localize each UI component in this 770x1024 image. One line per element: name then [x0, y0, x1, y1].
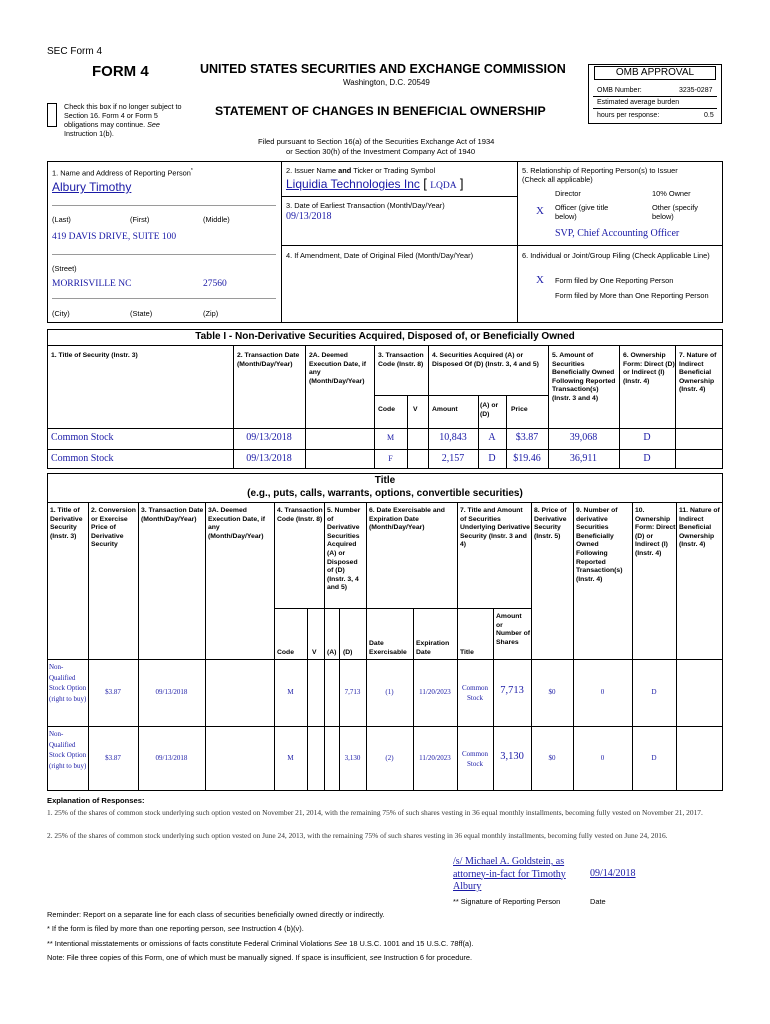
t2-col-exercisable: 6. Date Exercisable and Expiration Date (Month/Day/Year) [369, 507, 445, 532]
t2-sub-code: Code [277, 649, 294, 656]
earliest-transaction-date: 09/13/2018 [286, 211, 332, 222]
t2-form: D [651, 754, 657, 762]
t1-sub-code: Code [378, 406, 395, 413]
t2-col-owned: 9. Number of derivative Securities Beneficially Owned Following Reported Transaction(s) (Instr. 4) [576, 507, 623, 583]
t2-sub-v: V [312, 649, 317, 656]
t1-price: $3.87 [515, 432, 539, 443]
t2-sub-amount-shares: Amount or Number of Shares [496, 613, 530, 646]
filed-pursuant-line2: or Section 30(h) of the Investment Company Act of 1940 [286, 147, 476, 156]
t2-form: D [651, 688, 657, 696]
agency-title: UNITED STATES SECURITIES AND EXCHANGE COMMISSION [200, 62, 566, 76]
t1-transaction-date: 09/13/2018 [246, 432, 292, 443]
reporting-city: MORRISVILLE NC [52, 279, 132, 289]
t2-col-code: 4. Transaction Code (Instr. 8) [277, 507, 323, 523]
t2-disposed: 3,130 [344, 754, 361, 762]
t1-col-acquired: 4. Securities Acquired (A) or Disposed Of (D) (Instr. 3, 4 and 5) [432, 352, 539, 368]
t1-sub-a-or-d: (A) or (D) [480, 402, 499, 418]
t2-underlying-shares: 7,713 [500, 685, 524, 696]
t1-transaction-date: 09/13/2018 [246, 453, 292, 464]
t1-price: $19.46 [513, 453, 541, 464]
issuer-name[interactable]: Liquidia Technologies Inc [286, 177, 420, 191]
t2-transaction-date: 09/13/2018 [155, 754, 188, 762]
footer-note-3: Note: File three copies of this Form, one of which must be manually signed. If space is insufficient, see Instruction 6 for procedure. [47, 953, 473, 962]
issuer-label: 2. Issuer Name and Ticker or Trading Symbol [286, 166, 436, 175]
t1-col-nature: 7. Nature of Indirect Beneficial Ownership (Instr. 4) [679, 352, 717, 394]
amendment-label: 4. If Amendment, Date of Original Filed (Month/Day/Year) [286, 251, 474, 260]
t1-col-ownership-form: 6. Ownership Form: Direct (D) or Indirect (I) (Instr. 4) [623, 352, 675, 385]
t2-derivative-price: $0 [548, 754, 556, 762]
t2-owned: 0 [600, 688, 605, 696]
issuer-ticker: LQDA [430, 181, 457, 191]
t1-a-or-d: D [488, 453, 496, 464]
t1-col-code: 3. Transaction Code (Instr. 8) [378, 352, 424, 368]
t2-col-title: 1. Title of Derivative Security (Instr. 3) [50, 507, 83, 540]
t1-security-title: Common Stock [51, 432, 114, 443]
t2-col-underlying: 7. Title and Amount of Securities Underlying Derivative Security (Instr. 3 and 4) [460, 507, 530, 549]
footer-note-1: * If the form is filed by more than one reporting person, see Instruction 4 (b)(v). [47, 924, 304, 933]
t2-col-price: 8. Price of Derivative Security (Instr. 5) [534, 507, 567, 540]
explanation-title: Explanation of Responses: [47, 796, 145, 805]
reporting-person-name[interactable]: Albury Timothy [52, 180, 132, 194]
t1-code: F [388, 454, 393, 463]
explanation-note-2: 2. 25% of the shares of common stock underlying such option vested on June 24, 2013, with the remaining 75% of such shares vesting in 36 equal monthly installments, becoming fully vested on June 24, 2016. [47, 831, 668, 840]
one-person-option[interactable]: Form filed by One Reporting Person [555, 276, 674, 285]
t2-underlying-shares: 3,130 [500, 751, 524, 762]
filed-pursuant-line1: Filed pursuant to Section 16(a) of the Securities Exchange Act of 1934 [258, 137, 495, 146]
t2-col-ownership-form: 10. Ownership Form: Direct (D) or Indirect (I) (Instr. 4) [635, 507, 676, 557]
t2-owned: 0 [600, 754, 605, 762]
t2-exercisable-note: (2) [385, 754, 394, 762]
t2-code: M [287, 754, 294, 762]
omb-hours-label: hours per response: [597, 112, 660, 119]
t2-conversion-price: $3.87 [105, 754, 121, 762]
reporting-address: 419 DAVIS DRIVE, SUITE 100 [52, 232, 177, 242]
t2-underlying-title: Common Stock [461, 684, 489, 702]
t2-disposed: 7,713 [344, 688, 361, 696]
t2-transaction-date: 09/13/2018 [155, 688, 188, 696]
ten-percent-owner-option[interactable]: 10% Owner [652, 189, 691, 198]
t2-conversion-price: $3.87 [105, 688, 121, 696]
omb-number-value: 3235-0287 [679, 87, 713, 94]
t2-sub-title: Title [460, 649, 474, 656]
t2-derivative-price: $0 [548, 688, 556, 696]
t1-security-title: Common Stock [51, 453, 114, 464]
officer-title: SVP, Chief Accounting Officer [555, 228, 680, 239]
t1-amount: 2,157 [441, 453, 465, 464]
t2-sub-expiration: Expiration Date [416, 640, 450, 656]
t2-col-conversion: 2. Conversion or Exercise Price of Derivative Security [91, 507, 136, 549]
footer-note-2: ** Intentional misstatements or omissions of facts constitute Federal Criminal Violations See 18 U.S.C. 1001 and 15 U.S.C. 78ff(a). [47, 939, 474, 948]
signature-date-label: Date [590, 897, 606, 906]
officer-option[interactable]: Officer (give title below) [555, 203, 609, 221]
t2-code: M [287, 688, 294, 696]
one-person-check-mark[interactable]: X [536, 274, 544, 286]
t2-underlying-title: Common Stock [461, 750, 489, 768]
table2-title: Title [374, 475, 396, 486]
omb-number-label: OMB Number: [597, 87, 642, 94]
first-name-label: (First) [130, 215, 150, 224]
t2-sub-d: (D) [343, 649, 353, 656]
signature-text: /s/ Michael A. Goldstein, as attorney-in-fact for Timothy Albury [453, 856, 566, 892]
table2-subtitle: (e.g., puts, calls, warrants, options, convertible securities) [247, 488, 523, 499]
state-label: (State) [130, 309, 153, 318]
t2-expiration-date: 11/20/2023 [419, 754, 451, 762]
multiple-persons-option[interactable]: Form filed by More than One Reporting Person [555, 291, 709, 300]
signature-label: ** Signature of Reporting Person [453, 897, 561, 906]
street-label: (Street) [52, 264, 77, 273]
t1-owned: 36,911 [569, 453, 598, 464]
t1-col-date: 2. Transaction Date (Month/Day/Year) [237, 352, 300, 368]
t2-exercisable-note: (1) [385, 688, 394, 696]
zip-label: (Zip) [203, 309, 219, 318]
t2-col-deemed-date: 3A. Deemed Execution Date, if any (Month/Day/Year) [208, 507, 266, 540]
t2-col-date: 3. Transaction Date (Month/Day/Year) [141, 507, 204, 523]
director-option[interactable]: Director [555, 189, 581, 198]
reporting-person-label: 1. Name and Address of Reporting Person* [52, 168, 193, 178]
t1-owned: 39,068 [569, 432, 598, 443]
t2-col-number: 5. Number of Derivative Securities Acquired (A) or Disposed of (D) (Instr. 3, 4 and 5) [327, 507, 361, 592]
city-label: (City) [52, 309, 70, 318]
t2-col-nature: 11. Nature of Indirect Beneficial Ownership (Instr. 4) [679, 507, 720, 549]
omb-approval-title: OMB APPROVAL [594, 66, 716, 80]
t1-code: M [386, 433, 395, 442]
t2-sub-date-exercisable: Date Exercisable [369, 640, 407, 656]
earliest-transaction-label: 3. Date of Earliest Transaction (Month/Day/Year) [286, 201, 445, 210]
omb-burden-label: Estimated average burden [597, 99, 680, 106]
omb-hours-value: 0.5 [704, 112, 714, 119]
t1-a-or-d: A [488, 432, 496, 443]
checkbox-instructions: Check this box if no longer subject to Section 16. Form 4 or Form 5 obligations may continue. See Instruction 1(b). [64, 102, 182, 138]
t1-form: D [643, 432, 651, 443]
t1-col-deemed-date: 2A. Deemed Execution Date, if any (Month/Day/Year) [309, 352, 367, 385]
t1-col-owned: 5. Amount of Securities Beneficially Owned Following Reported Transaction(s) (Instr. 3 and 4) [552, 352, 616, 402]
table1-title: Table I - Non-Derivative Securities Acquired, Disposed of, or Beneficially Owned [195, 331, 575, 342]
explanation-note-1: 1. 25% of the shares of common stock underlying such option vested on November 21, 2014, with the remaining 75% of such shares vesting in 36 equal monthly installments, becoming fully vested on November 21, 2017. [47, 808, 703, 817]
relationship-label: 5. Relationship of Reporting Person(s) to Issuer (Check all applicable) [522, 166, 678, 184]
t2-derivative-title: Non-Qualified Stock Option (right to buy) [49, 730, 87, 770]
t1-form: D [643, 453, 651, 464]
statement-title: STATEMENT OF CHANGES IN BENEFICIAL OWNERSHIP [215, 104, 546, 118]
filing-type-label: 6. Individual or Joint/Group Filing (Check Applicable Line) [522, 251, 710, 260]
t1-col-title: 1. Title of Security (Instr. 3) [51, 352, 138, 359]
t2-derivative-title: Non-Qualified Stock Option (right to buy) [49, 663, 87, 703]
t2-expiration-date: 11/20/2023 [419, 688, 451, 696]
t1-sub-price: Price [511, 406, 528, 413]
officer-check-mark[interactable]: X [536, 205, 544, 217]
no-longer-subject-checkbox[interactable] [47, 103, 57, 127]
form-title: FORM 4 [92, 63, 149, 80]
signature-date: 09/14/2018 [590, 868, 636, 879]
last-name-label: (Last) [52, 215, 71, 224]
footer-reminder: Reminder: Report on a separate line for each class of securities beneficially owned directly or indirectly. [47, 910, 385, 919]
table1-non-derivative [47, 329, 723, 469]
t1-sub-v: V [413, 406, 418, 413]
t1-sub-amount: Amount [432, 406, 458, 413]
issuer-name-ticker: Liquidia Technologies Inc [ LQDA ] [286, 176, 464, 191]
other-option[interactable]: Other (specify below) [652, 203, 699, 221]
sec-form-label: SEC Form 4 [47, 46, 103, 57]
t2-sub-a: (A) [327, 649, 337, 656]
reporting-zip: 27560 [203, 279, 227, 289]
agency-location: Washington, D.C. 20549 [343, 78, 430, 87]
t1-amount: 10,843 [439, 432, 467, 443]
middle-name-label: (Middle) [203, 215, 230, 224]
